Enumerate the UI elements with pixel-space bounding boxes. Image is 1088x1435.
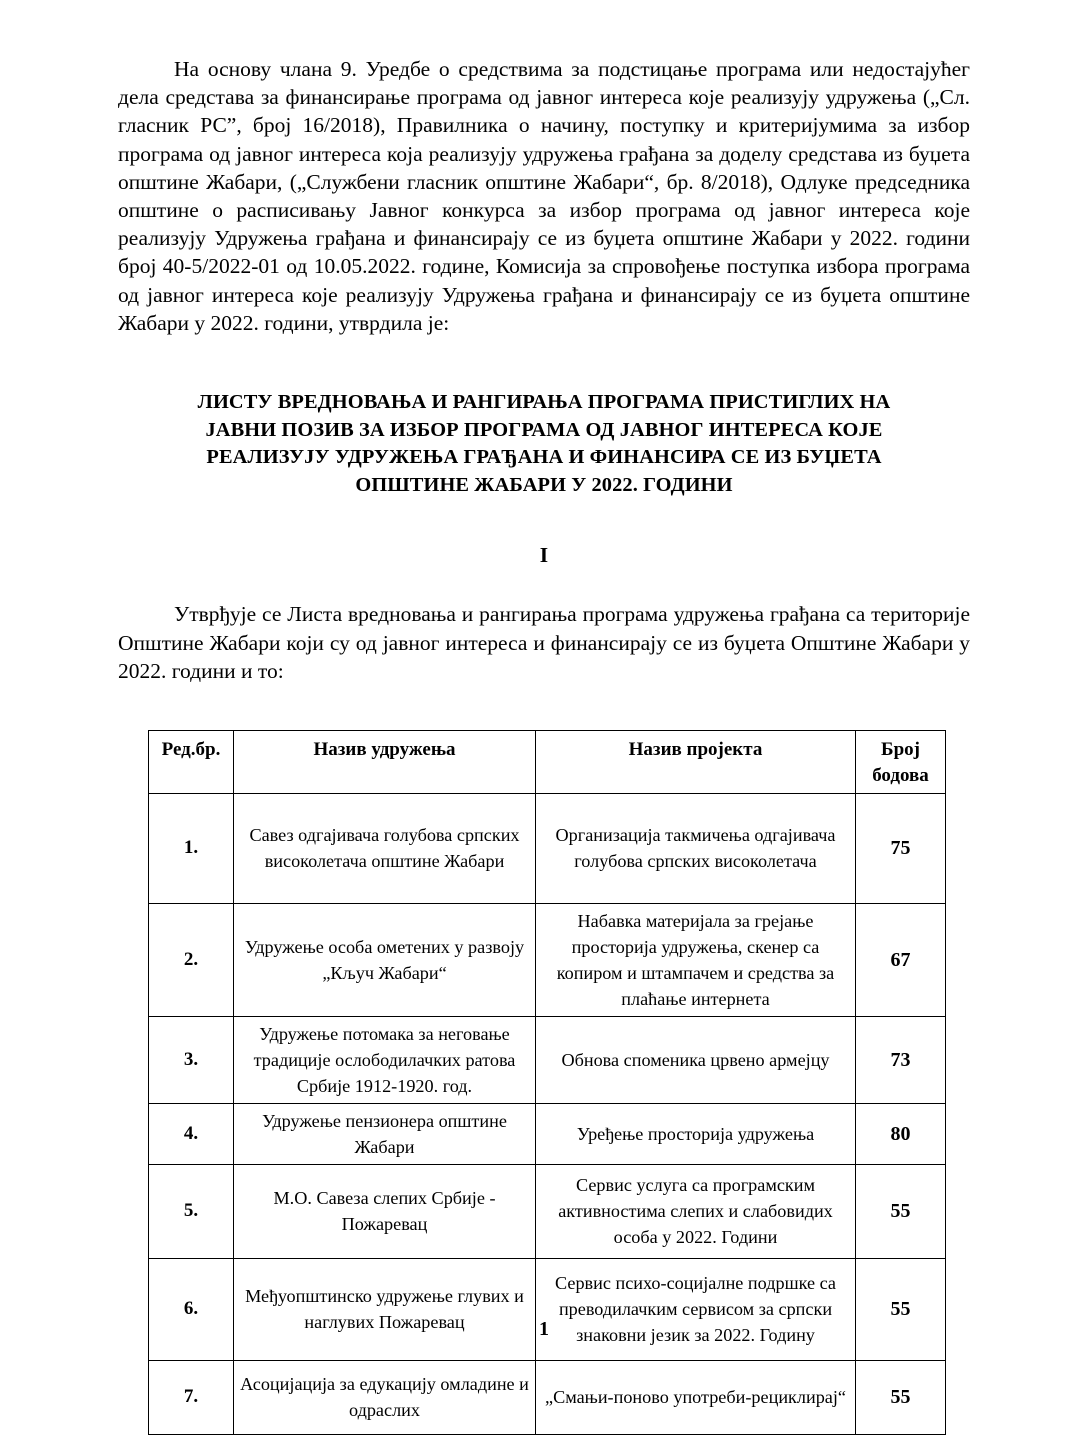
row-project: Обнова споменика црвено армејцу	[536, 1016, 856, 1103]
intro-paragraph: На основу члана 9. Уредбе о средствима за подстицање програма или недостајућег дела средстава за финансирање програма од јавног интереса које реализују удружења („Сл. гласник РС”, број 16/2018), Правилника о начину, поступку и критеријумима за избор програма од јавног интереса која реализују удружења грађана за доделу средстава из буџета општине Жабари, („Службени гласник општине Жабари“, бр. 8/2018), Одлуке председника општине о расписивању Јавног конкурса за избор програма од јавног интереса које реализују Удружења грађана и финансирају се из буџета општине Жабари у 2022. години број 40-5/2022-01 од 10.05.2022. године, Комисија за спровођење поступка избора програма од јавног интереса које реализују Удружења грађана и финансирају се из буџета општине Жабари у 2022. години, утврдила је:	[118, 57, 970, 335]
column-header-points-line1: Број	[881, 738, 920, 760]
row-points: 55	[856, 1258, 946, 1360]
row-association: Удружење пензионера општине Жабари	[234, 1103, 536, 1164]
row-number: 4.	[149, 1103, 234, 1164]
row-points: 75	[856, 793, 946, 903]
row-project: Организација такмичења одгајивача голубова српских високолетача	[536, 793, 856, 903]
row-number: 5.	[149, 1164, 234, 1258]
table-row	[149, 1103, 946, 1164]
row-points: 80	[856, 1103, 946, 1164]
column-header-association: Назив удружења	[234, 730, 536, 793]
table-row	[149, 1258, 946, 1360]
page-number: 1	[539, 1318, 549, 1340]
row-points: 55	[856, 1360, 946, 1434]
row-number: 2.	[149, 903, 234, 1016]
table-header-row	[149, 730, 946, 793]
column-header-points	[856, 730, 946, 793]
section-mark: I	[539, 543, 549, 568]
row-points: 55	[856, 1164, 946, 1258]
column-header-number: Ред.бр.	[149, 730, 234, 793]
title-line-2: ЈАВНИ ПОЗИВ ЗА ИЗБОР ПРОГРАМА ОД ЈАВНОГ ИНТЕРЕСА КОЈЕ	[205, 418, 883, 441]
table-row	[149, 903, 946, 1016]
row-number: 1.	[149, 793, 234, 903]
table-row	[149, 1016, 946, 1103]
table-row	[149, 1164, 946, 1258]
table-row	[149, 793, 946, 903]
title-line-1: ЛИСТУ ВРЕДНОВАЊА И РАНГИРАЊА ПРОГРАМА ПРИСТИГЛИХ НА	[197, 391, 891, 414]
row-association: Савез одгајивача голубова српских високолетача општине Жабари	[234, 793, 536, 903]
row-project: Набавка материјала за грејање просторија удружења, скенер са копиром и штампачем и средства за плаћање интернета	[536, 903, 856, 1016]
row-association: Удружење потомака за неговање традиције ослободилачких ратова Србије 1912-1920. год.	[234, 1016, 536, 1103]
column-header-points-line2: бодова	[872, 764, 929, 786]
row-project: Уређење просторија удружења	[536, 1103, 856, 1164]
row-number: 6.	[149, 1258, 234, 1360]
row-association: Удружење особа ометених у развоју „Кључ Жабари“	[234, 903, 536, 1016]
table-row	[149, 1360, 946, 1434]
row-number: 7.	[149, 1360, 234, 1434]
title-line-3: РЕАЛИЗУЈУ УДРУЖЕЊА ГРАЂАНА И ФИНАНСИРА СЕ ИЗ БУЏЕТА	[206, 446, 882, 469]
row-points: 73	[856, 1016, 946, 1103]
row-points: 67	[856, 903, 946, 1016]
row-project: „Смањи-поново употреби-рециклирај“	[536, 1360, 856, 1434]
row-project: Сервис психо-социјалне подршке са преводилачким сервисом за српски знаковни језик за 2022. Годину	[536, 1258, 856, 1360]
row-association: Међуопштинско удружење глувих и наглувих Пожаревац	[234, 1258, 536, 1360]
row-association: М.О. Савеза слепих Србије - Пожаревац	[234, 1164, 536, 1258]
row-project: Сервис услуга са програмским активностима слепих и слабовидих особа у 2022. Години	[536, 1164, 856, 1258]
row-association: Асоцијација за едукацију омладине и одраслих	[234, 1360, 536, 1434]
second-paragraph: Утврђује се Листа вредновања и рангирања програма удружења грађана са територије Општине Жабари који су од јавног интереса и финансирају се из буџета Општине Жабари у 2022. години и то:	[118, 602, 970, 684]
row-number: 3.	[149, 1016, 234, 1103]
document-title	[118, 389, 970, 499]
column-header-project: Назив пројекта	[536, 730, 856, 793]
title-line-4: ОПШТИНЕ ЖАБАРИ У 2022. ГОДИНИ	[355, 473, 733, 496]
